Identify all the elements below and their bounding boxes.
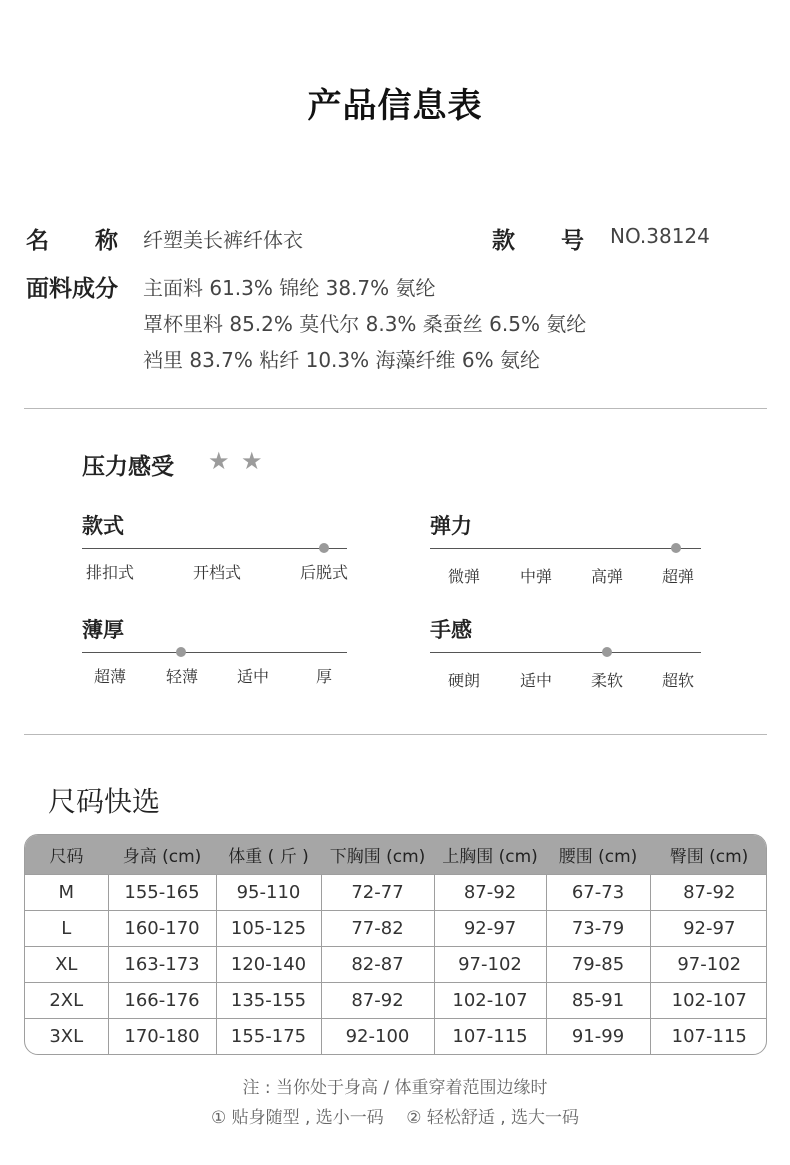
header-weight: 体重 ( 斤 ): [216, 835, 321, 874]
cell-weight: 135-155: [216, 982, 321, 1018]
size-table-header: [25, 835, 767, 874]
style-no-label: 款 号: [492, 228, 584, 254]
elasticity-option-1: 微弹: [447, 567, 480, 586]
cell-waist: 67-73: [546, 874, 650, 910]
style-option-3: 后脱式: [299, 563, 348, 582]
hand-feel-option-3: 柔软: [590, 671, 623, 690]
table-row: [25, 874, 767, 910]
size-guide-title: 尺码快选: [48, 785, 161, 818]
elasticity-option-3: 高弹: [590, 567, 623, 586]
cell-hip: 107-115: [650, 1018, 767, 1054]
page-title: 产品信息表: [307, 86, 483, 126]
name-label: 名 称: [26, 228, 118, 254]
thickness-attr-title: 薄厚: [82, 618, 124, 642]
name-value: 纤塑美长裤纤体衣: [143, 228, 303, 252]
cell-hip: 102-107: [650, 982, 767, 1018]
header-underbust: 下胸围 (cm): [321, 835, 434, 874]
cell-bust: 102-107: [434, 982, 546, 1018]
cell-underbust: 72-77: [321, 874, 434, 910]
thickness-selected-dot: [176, 647, 186, 657]
cell-bust: 87-92: [434, 874, 546, 910]
cell-size: M: [25, 874, 108, 910]
cell-height: 155-165: [108, 874, 216, 910]
style-selected-dot: [319, 543, 329, 553]
style-attr-title: 款式: [82, 514, 124, 538]
style-track: [82, 548, 347, 549]
style-no-value: NO.38124: [610, 224, 710, 248]
cell-size: 3XL: [25, 1018, 108, 1054]
cell-weight: 155-175: [216, 1018, 321, 1054]
cell-height: 170-180: [108, 1018, 216, 1054]
thickness-option-3: 适中: [236, 667, 269, 686]
cell-underbust: 82-87: [321, 946, 434, 982]
cell-height: 163-173: [108, 946, 216, 982]
cell-waist: 91-99: [546, 1018, 650, 1054]
cell-underbust: 92-100: [321, 1018, 434, 1054]
header-height: 身高 (cm): [108, 835, 216, 874]
cell-bust: 97-102: [434, 946, 546, 982]
table-row: [25, 946, 767, 982]
header-waist: 腰围 (cm): [546, 835, 650, 874]
header-hip: 臀围 (cm): [650, 835, 767, 874]
hand-feel-option-2: 适中: [519, 671, 552, 690]
cell-hip: 97-102: [650, 946, 767, 982]
cell-hip: 92-97: [650, 910, 767, 946]
table-row: [25, 910, 767, 946]
header-size: 尺码: [25, 835, 108, 874]
star-icon: ★: [241, 447, 263, 475]
cell-bust: 107-115: [434, 1018, 546, 1054]
thickness-option-2: 轻薄: [165, 667, 198, 686]
cell-waist: 73-79: [546, 910, 650, 946]
table-row: [25, 1018, 767, 1054]
size-note-1: 注 : 当你处于身高 / 体重穿着范围边缘时: [242, 1078, 548, 1098]
fabric-label: 面料成分: [26, 276, 118, 302]
hand-feel-option-1: 硬朗: [447, 671, 480, 690]
divider-top: [24, 408, 767, 409]
thickness-option-4: 厚: [315, 667, 332, 686]
size-table: [24, 834, 767, 1055]
cell-bust: 92-97: [434, 910, 546, 946]
cell-underbust: 87-92: [321, 982, 434, 1018]
fabric-line-2: 罩杯里料 85.2% 莫代尔 8.3% 桑蚕丝 6.5% 氨纶: [143, 312, 587, 336]
style-option-2: 开档式: [192, 563, 241, 582]
cell-weight: 95-110: [216, 874, 321, 910]
elasticity-option-4: 超弹: [661, 567, 694, 586]
header-bust: 上胸围 (cm): [434, 835, 546, 874]
cell-height: 166-176: [108, 982, 216, 1018]
cell-size: L: [25, 910, 108, 946]
fabric-line-3: 裆里 83.7% 粘纤 10.3% 海藻纤维 6% 氨纶: [143, 348, 540, 372]
cell-waist: 85-91: [546, 982, 650, 1018]
style-option-1: 排扣式: [85, 563, 134, 582]
table-row: [25, 982, 767, 1018]
elasticity-option-2: 中弹: [519, 567, 552, 586]
cell-hip: 87-92: [650, 874, 767, 910]
cell-height: 160-170: [108, 910, 216, 946]
cell-size: 2XL: [25, 982, 108, 1018]
hand-feel-selected-dot: [602, 647, 612, 657]
star-icon: ★: [208, 447, 230, 475]
pressure-title: 压力感受: [82, 454, 174, 480]
thickness-track: [82, 652, 347, 653]
cell-waist: 79-85: [546, 946, 650, 982]
divider-bottom: [24, 734, 767, 735]
elasticity-selected-dot: [671, 543, 681, 553]
hand-feel-track: [430, 652, 701, 653]
cell-weight: 105-125: [216, 910, 321, 946]
cell-weight: 120-140: [216, 946, 321, 982]
thickness-option-1: 超薄: [93, 667, 126, 686]
hand-feel-attr-title: 手感: [430, 618, 472, 642]
fabric-line-1: 主面料 61.3% 锦纶 38.7% 氨纶: [143, 276, 436, 300]
cell-size: XL: [25, 946, 108, 982]
size-note-2: ① 贴身随型 , 选小一码 ② 轻松舒适 , 选大一码: [210, 1108, 580, 1128]
hand-feel-option-4: 超软: [661, 671, 694, 690]
elasticity-track: [430, 548, 701, 549]
elasticity-attr-title: 弹力: [430, 514, 472, 538]
cell-underbust: 77-82: [321, 910, 434, 946]
